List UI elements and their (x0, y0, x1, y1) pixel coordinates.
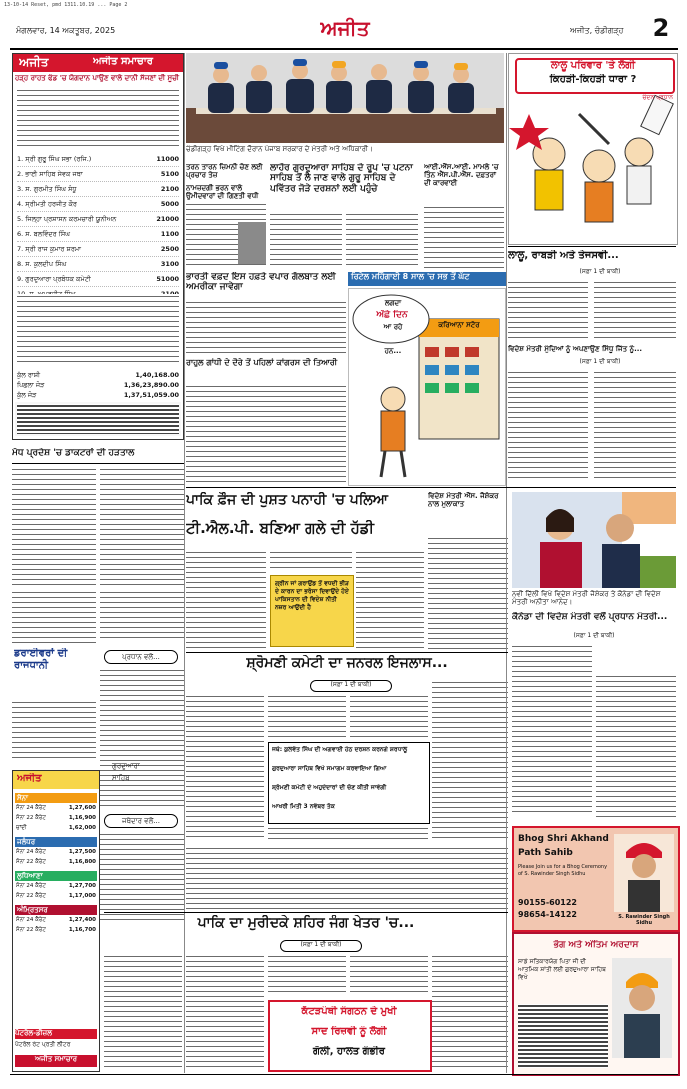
markets-exchange-title: ਪੈਟਰੋਲ-ਡੀਜ਼ਲ (15, 1029, 97, 1039)
left-text-g (100, 832, 184, 922)
sgpc-text-f (186, 846, 508, 910)
fund-total-label: ਕੁੱਲ ਰਾਸ਼ੀ (17, 371, 41, 379)
vidhan-text-a (508, 370, 588, 482)
bottom-rule (10, 1074, 678, 1075)
fund-row-amount: 51000 (156, 275, 179, 283)
fund-header-left: ਅਜੀਤ (19, 55, 49, 69)
fund-row-name: 8. ਸ. ਕੁਲਦੀਪ ਸਿੰਘ (17, 260, 67, 268)
market-row-value: 1,27,500 (68, 849, 96, 855)
army-text (424, 205, 504, 269)
sgpc-cont-label: (ਸਫ਼ਾ 1 ਦੀ ਬਾਕੀ) (310, 680, 392, 692)
roadways-headline: ਡਰਾਈਵਰਾਂ ਦੀ ਰਾਜਧਾਨੀ (14, 648, 68, 671)
fund-row-name: 7. ਸ੍ਰੀ ਰਾਜ ਕੁਮਾਰ ਸ਼ਰਮਾ (17, 245, 82, 253)
market-row (15, 857, 97, 867)
jansatta-line-1: ਜਥੇ: ਕੁਲਵੰਤ ਸਿੰਘ ਦੀ ਅਗਵਾਈ ਹੇਠ ਦਰਸ਼ਨ ਕਰਨਗੇ ਸ਼ਰਧਾਲੂ (272, 746, 408, 753)
lalu-text-b (594, 280, 676, 342)
cartoon2-bubble-2: ਅੱਛੇ ਦਿਨ (376, 310, 408, 320)
left-text-c (12, 590, 96, 646)
market-row (15, 813, 97, 823)
sgpc-text-c (350, 694, 428, 738)
ad2-body: ਸਾਡੇ ਸਤਿਕਾਰਯੋਗ ਪਿਤਾ ਜੀ ਦੀ ਆਤਮਿਕ ਸ਼ਾਂਤੀ ਲਈ ਗੁਰਦੁਆਰਾ ਸਾਹਿਬ ਵਿਖੇ (518, 958, 606, 982)
muridke-text-e (104, 954, 182, 1070)
fund-total-row (17, 380, 179, 390)
market-row-key: ਸੋਨਾ 24 ਕੈਰੇਟ (16, 883, 46, 889)
fund-total-amount: 1,37,51,059.00 (123, 391, 179, 399)
col-rule-2 (506, 53, 507, 1073)
muridke-headline: ਪਾਕਿ ਦਾ ਮੁਰੀਦਕੇ ਸ਼ਹਿਰ ਜੰਗ ਖੇਤਰ 'ਚ... (197, 915, 415, 931)
h-rule-3 (104, 912, 508, 913)
markets-footer: ਪੈਟਰੋਲ ਰੇਟ ਪ੍ਰਤੀ ਲੀਟਰ (15, 1041, 71, 1048)
quote-box (270, 575, 354, 647)
fund-header-right: ਅਜੀਤ ਸਮਾਚਾਰ (93, 56, 153, 67)
women-headline: ਵਿਦੇਸ਼ ਮੰਤਰੀ ਐੱਸ. ਜੈਸ਼ੰਕਰ ਨਾਲ ਮੁਲਾਕਾਤ (428, 492, 499, 509)
ad1-body: Please Join us for a Bhog Ceremony of S. Rawinder Singh Sidhu (518, 864, 608, 877)
market-row-value: 1,17,000 (68, 893, 96, 899)
bottom-box-line-1: ਕੱਟੜਪੰਥੀ ਸੰਗਠਨ ਦੇ ਮੁਖੀ (301, 1006, 397, 1017)
fund-more (17, 294, 179, 364)
muridke-text-d (432, 954, 508, 1070)
hero-photo (186, 53, 504, 143)
pak-text-b (270, 550, 352, 572)
ad1 (512, 826, 680, 932)
bottom-box (268, 1000, 432, 1072)
market-row-key: ਸੋਨਾ 22 ਕੈਰੇਟ (16, 859, 46, 865)
market-row (15, 925, 97, 935)
col2-photo (238, 222, 266, 264)
quote-box-text: ਗ੍ਰੀਨ ਜਾਂ ਗਰਾਉਂਡ ਤੋਂ ਵਧਦੀ ਭੀੜ ਦੇ ਕਾਰਨ ਦਾ ਭਰੋਸਾ ਦਿਵਾਉਂਦੇ ਹੋਏ ਪਾਕਿਸਤਾਨ ਦੀ ਵਿਦੇਸ਼ ਨੀਤੀ ਨਜ਼ਰ ਆਉਂਦੀ ਹੈ (275, 580, 349, 612)
women-photo-graphic (512, 492, 676, 588)
left-text-d (12, 700, 96, 762)
market-row-key: ਸੋਨਾ 22 ਕੈਰੇਟ (16, 927, 46, 933)
fund-row-amount: 5000 (160, 200, 179, 208)
fund-row-amount: 5100 (160, 170, 179, 178)
masthead (10, 12, 678, 48)
bottom-box-line-3: ਗੋਲੀ, ਹਾਲਤ ਗੰਭੀਰ (313, 1046, 385, 1057)
lalu-cont-label: (ਸਫ਼ਾ 1 ਦੀ ਬਾਕੀ) (579, 268, 621, 275)
market-row-key: ਚਾਂਦੀ (16, 825, 27, 831)
mp-headline: ਮੱਧ ਪ੍ਰਦੇਸ਼ 'ਚ ਡਾਕਟਰਾਂ ਦੀ ਹੜਤਾਲ (12, 448, 135, 458)
cartoon1 (508, 53, 678, 245)
sgpc-headline: ਸ਼੍ਰੋਮਣੀ ਕਮੇਟੀ ਦਾ ਜਨਰਲ ਇਜਲਾਸ... (246, 655, 448, 671)
market-section-name: ਲੁਧਿਆਣਾ (15, 871, 97, 881)
naman-headline: ਨਾਮਜ਼ਦਗੀ ਭਰਨ ਵਾਲੇ ਉਮੀਦਵਾਰਾਂ ਦੀ ਗਿਣਤੀ ਵਧੀ (186, 184, 259, 200)
bharti-text (186, 300, 346, 356)
market-row-value: 1,16,800 (68, 859, 96, 865)
market-row (15, 847, 97, 857)
fund-row-name: 4. ਸ੍ਰੀਮਤੀ ਹਰਜੀਤ ਕੌਰ (17, 200, 77, 208)
pak-main-headline-1: ਪਾਕਿ ਫ਼ੌਜ ਦੀ ਪੁਸ਼ਤ ਪਨਾਹੀ 'ਚ ਪਲਿਆ (186, 492, 389, 508)
canada-cont-label: (ਸਫ਼ਾ 1 ਦੀ ਬਾਕੀ) (573, 632, 615, 639)
fund-row-amount: 3100 (160, 260, 179, 268)
ghaaghla-pill: ਪ੍ਰਧਾਨ ਵਲੋਂ... (104, 650, 178, 664)
fund-row-name: 3. ਸ. ਗੁਰਮੀਤ ਸਿੰਘ ਸੰਧੂ (17, 185, 77, 193)
ad2-text (518, 1004, 608, 1068)
dividers-headline: ਤਰਨ ਤਾਰਨ ਜ਼ਿਮਨੀ ਚੋਣ ਲਈ ਪ੍ਰਚਾਰ ਤੇਜ਼ (186, 163, 263, 180)
ad1-phone-2: 98654-14122 (518, 910, 577, 919)
lahore-headline: ਲਾਹੌਰ ਗੁਰਦੁਆਰਾ ਸਾਹਿਬ ਦੇ ਰੂਪ 'ਚ ਪਟਨਾ ਸਾਹਿਬ ਤੋਂ ਲੈ ਜਾਣ ਵਾਲੇ ਗੁਰੂ ਸਾਹਿਬ ਦੇ ਪਵਿੱਤਰ ਜੋੜੇ ਦਰਸ਼ਨਾਂ ਲਈ ਪਹੁੰਚੇ (270, 163, 413, 194)
page-number: 2 (652, 14, 670, 42)
canada-inset-photo (596, 644, 676, 672)
fund-row (17, 182, 179, 197)
market-row-value: 1,27,700 (68, 883, 96, 889)
market-section-name: ਸੋਨਾ (15, 793, 97, 803)
canada-text-a (512, 644, 592, 814)
canada-headline: ਕੈਨੇਡਾ ਦੀ ਵਿਦੇਸ਼ ਮੰਤਰੀ ਵਲੋਂ ਪ੍ਰਧਾਨ ਮੰਤਰੀ... (512, 612, 668, 622)
ad1-name: S. Rawinder Singh Sidhu (618, 914, 670, 924)
pak-main-headline-2: ਟੀ.ਐਲ.ਪੀ. ਬਣਿਆ ਗਲੇ ਦੀ ਹੱਡੀ (186, 520, 375, 537)
cartoon2-shop-sign: ਕਰਿਆਨਾ ਸਟੋਰ (438, 321, 480, 329)
sgpc-text-b (268, 694, 346, 738)
fund-row-amount: 2500 (160, 245, 179, 253)
rahul-headline: ਰਾਹੁਲ ਗਾਂਧੀ ਦੇ ਦੌਰੇ ਤੋਂ ਪਹਿਲਾਂ ਕਾਂਗਰਸ ਦੀ ਤਿਆਰੀ (186, 358, 338, 367)
market-row (15, 915, 97, 925)
jansatta-box (268, 742, 430, 824)
masthead-date: ਮੰਗਲਵਾਰ, 14 ਅਕਤੂਬਰ, 2025 (16, 26, 116, 35)
pak-text-c (356, 550, 424, 650)
fund-row-amount: 11000 (156, 155, 179, 163)
masthead-edition: ਅਜੀਤ, ਚੰਡੀਗੜ੍ਹ (570, 26, 624, 35)
sgpc-text-d (432, 680, 508, 840)
fund-total-label: ਪਿਛਲਾ ਜੋੜ (17, 381, 45, 389)
market-row (15, 803, 97, 813)
masthead-title: ਅਜੀਤ (320, 16, 370, 40)
ezlas-pill: ਜਥੇਦਾਰ ਵਲੋਂ... (104, 814, 178, 828)
fund-row (17, 272, 179, 287)
market-section (15, 837, 97, 867)
fund-note (15, 402, 181, 436)
ad1-portrait (614, 834, 674, 912)
markets-title: ਅਜੀਤ (17, 773, 42, 784)
vidhan-cont-label: (ਸਫ਼ਾ 1 ਦੀ ਬਾਕੀ) (579, 358, 621, 365)
fund-row (17, 197, 179, 212)
jansatta-line-4: ਆਖਰੀ ਮਿਤੀ 3 ਨਵੰਬਰ ਤੱਕ (272, 803, 335, 810)
fund-subheader: ਹੜ੍ਹ ਰਾਹਤ ਫੰਡ 'ਚ ਯੋਗਦਾਨ ਪਾਉਣ ਵਾਲੇ ਦਾਨੀ ਸੱਜਣਾਂ ਦੀ ਸੂਚੀ (15, 74, 180, 82)
vidhan-headline: ਵਿਦੇਸ਼ ਮੰਤਰੀ ਮੁੱਦਿਆਂ ਨੂੰ ਅਪਣਾਉਣ ਸਿੰਧੂ ਜਿੱਤ ਨੂੰ... (508, 345, 643, 353)
h-rule-4 (508, 246, 676, 247)
muridke-cont-label: (ਸਫ਼ਾ 1 ਦੀ ਬਾਕੀ) (280, 940, 362, 952)
ad2-title: ਭੋਗ ਅਤੇ ਅੰਤਿਮ ਅਰਦਾਸ (553, 940, 639, 950)
lahore-text-a (270, 212, 342, 268)
fund-total-row (17, 390, 179, 400)
fund-row (17, 257, 179, 272)
rahul-text (186, 384, 346, 484)
bottom-box-line-2: ਸਾਦ ਰਿਜ਼ਵੀ ਨੂੰ ਲੱਗੀ (311, 1026, 387, 1037)
women-caption: ਨਵੀਂ ਦਿੱਲੀ ਵਿਖੇ ਵਿਦੇਸ਼ ਮੰਤਰੀ ਜੈਸ਼ੰਕਰ ਤੇ ਕੈਨੇਡਾ ਦੀ ਵਿਦੇਸ਼ ਮੰਤਰੀ ਅਨੀਤਾ ਆਨੰਦ। (512, 590, 661, 607)
bharti-headline: ਭਾਰਤੀ ਵਫ਼ਦ ਇਸ ਹਫ਼ਤੇ ਵਪਾਰ ਗੱਲਬਾਤ ਲਈ ਅਮਰੀਕਾ ਜਾਵੇਗਾ (186, 272, 336, 293)
market-section-name: ਜਲੰਧਰ (15, 837, 97, 847)
markets-brand: ਅਜੀਤ ਸਮਾਚਾਰ (15, 1055, 97, 1067)
sgpc-text-a (186, 694, 264, 840)
retail-headline: ਰਿਟੇਲ ਮਹਿੰਗਾਈ 8 ਸਾਲ 'ਚ ਸਭ ਤੋਂ ਘੱਟ (348, 272, 507, 286)
cartoon1-title-2: ਕਿਹੜੀ-ਕਿਹੜੀ ਧਾਰਾ ? (549, 74, 637, 85)
fund-row (17, 152, 179, 167)
col-rule-1 (184, 53, 185, 1073)
market-row-value: 1,27,600 (68, 805, 96, 811)
fund-row-name: 2. ਭਾਈ ਸਾਹਿਬ ਸੇਵਕ ਜਥਾ (17, 170, 83, 178)
vidhan-text-b (594, 370, 676, 482)
cartoon2-bubble-4: ਹਨ... (384, 347, 402, 355)
prepress-slug: 13-10-14 Reset, pmd 1311.10.19 ... Page 2 (4, 2, 128, 8)
market-row-key: ਸੋਨਾ 24 ਕੈਰੇਟ (16, 805, 46, 811)
jansatta-line-3: ਸ਼੍ਰੋਮਣੀ ਕਮੇਟੀ ਦੇ ਅਹੁਦੇਦਾਰਾਂ ਦੀ ਚੋਣ ਕੀਤੀ ਜਾਵੇਗੀ (272, 784, 387, 791)
cartoon2 (348, 288, 506, 486)
market-row-value: 1,16,700 (68, 927, 96, 933)
fund-header (13, 54, 183, 72)
market-row-key: ਸੋਨਾ 22 ਕੈਰੇਟ (16, 815, 46, 821)
market-row-key: ਸੋਨਾ 22 ਕੈਰੇਟ (16, 893, 46, 899)
market-row (15, 823, 97, 833)
market-row-value: 1,27,400 (68, 917, 96, 923)
fund-rows (17, 152, 179, 302)
hero-caption: ਚੰਡੀਗੜ੍ਹ ਵਿਖੇ ਮੀਟਿੰਗ ਦੌਰਾਨ ਪੰਜਾਬ ਸਰਕਾਰ ਦੇ ਮੰਤਰੀ ਅਤੇ ਅਧਿਕਾਰੀ। (186, 145, 373, 153)
sgpc-text-e (268, 826, 428, 840)
lahore-text-b (346, 212, 418, 268)
left-text-f (100, 668, 184, 808)
cartoon1-title-1: ਲਾਲੂ ਪਰਿਵਾਰ 'ਤੇ ਲੱਗੀ (550, 60, 636, 71)
market-row (15, 881, 97, 891)
mp-text-a (12, 467, 96, 587)
market-section (15, 905, 97, 935)
h-rule-1 (186, 487, 676, 488)
fund-total-label: ਕੁੱਲ ਜੋੜ (17, 391, 37, 399)
fund-row (17, 167, 179, 182)
fund-total-amount: 1,40,168.00 (135, 371, 179, 379)
ad1-phone-1: 90155-60122 (518, 898, 577, 907)
market-row-key: ਸੋਨਾ 24 ਕੈਰੇਟ (16, 849, 46, 855)
cartoon2-bubble-1: ਲਗਦਾ (384, 299, 402, 307)
ad2-portrait (612, 958, 672, 1058)
left-text-e (100, 590, 184, 640)
fund-row-name: 6. ਸ. ਬਲਵਿੰਦਰ ਸਿੰਘ (17, 230, 70, 238)
cartoon1-signature: ਚੰਦਨ ਪ੍ਰਧਾਨ (642, 94, 673, 101)
mp-text-b (100, 467, 184, 587)
ad1-line-1: Bhog Shri Akhand (518, 834, 609, 844)
market-row-value: 1,62,000 (68, 825, 96, 831)
fund-total-row (17, 370, 179, 380)
cartoon2-bubble-3: ਆ ਰਹੇ (383, 323, 403, 331)
h-rule-2 (186, 652, 508, 653)
fund-intro (17, 88, 179, 150)
fund-row (17, 212, 179, 227)
fund-row-name: 5. ਜਿਲ੍ਹਾ ਪ੍ਰਸ਼ਾਸਨ ਕਰਮਚਾਰੀ ਯੂਨੀਅਨ (17, 215, 117, 223)
army-headline: ਆਈ.ਐੱਸ.ਆਈ. ਮਾਮਲੇ 'ਚ ਤਿੰਨ ਐੱਸ.ਪੀ.ਐੱਸ. ਦਫ਼ਤਰਾਂ ਦੀ ਕਾਰਵਾਈ (424, 163, 499, 188)
women-text (428, 536, 508, 650)
muridke-text-a (186, 954, 264, 1070)
fund-totals (17, 370, 179, 400)
fund-row-amount: 2100 (160, 185, 179, 193)
fund-row-amount: 1100 (160, 230, 179, 238)
fund-row (17, 227, 179, 242)
fund-total-amount: 1,36,23,890.00 (123, 381, 179, 389)
hero-photo-graphic (186, 53, 504, 143)
fund-row-name: 9. ਗੁਰਦੁਆਰਾ ਪ੍ਰਬੰਧਕ ਕਮੇਟੀ (17, 275, 91, 283)
market-section (15, 871, 97, 901)
women-photo (512, 492, 676, 588)
markets-box (12, 770, 100, 1072)
market-row-key: ਸੋਨਾ 24 ਕੈਰੇਟ (16, 917, 46, 923)
market-row-value: 1,16,900 (68, 815, 96, 821)
fund-row-amount: 21000 (156, 215, 179, 223)
lalu-text-a (508, 280, 588, 342)
masthead-rule (10, 48, 678, 50)
ad1-line-2: Path Sahib (518, 848, 573, 858)
ad2 (512, 932, 680, 1076)
cartoon1-drawing (509, 94, 677, 244)
fund-box (12, 53, 184, 440)
market-section (15, 793, 97, 833)
jansatta-line-2: ਗੁਰਦੁਆਰਾ ਸਾਹਿਬ ਵਿਖੇ ਸਮਾਗਮ ਕਰਵਾਇਆ ਗਿਆ (272, 765, 387, 772)
market-section-name: ਅੰਮ੍ਰਿਤਸਰ (15, 905, 97, 915)
muridke-text-c (350, 954, 428, 994)
fund-row-name: 1. ਸ੍ਰੀ ਗੁਰੂ ਸਿੰਘ ਸਭਾ (ਰਜਿ.) (17, 155, 92, 163)
market-row (15, 891, 97, 901)
lalu-headline: ਲਾਲੂ, ਰਾਬੜੀ ਅਤੇ ਤੇਜਸਵੀ... (508, 250, 619, 261)
muridke-text-b (268, 954, 346, 994)
pak-text-a (186, 550, 266, 650)
fund-row (17, 242, 179, 257)
